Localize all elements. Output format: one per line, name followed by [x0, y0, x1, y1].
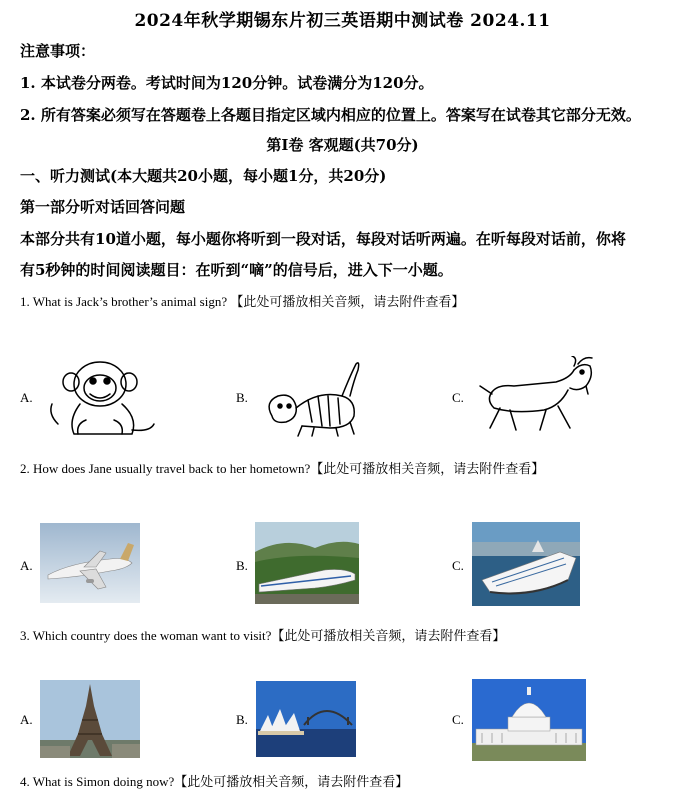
instructions-line-1: 本部分共有10道小题，每小题你将听到一段对话，每段对话听两遍。在听每段对话前，你将 [20, 230, 626, 248]
eiffel-tower-image [40, 680, 140, 758]
q2-option-c-label: C. [452, 558, 464, 573]
goat-image [474, 356, 598, 436]
high-speed-train-image [255, 522, 359, 604]
question-3-text: 3. Which country does the woman want to visit?【此处可播放相关音频，请去附件查看】 [20, 628, 506, 643]
q3-option-c-label: C. [452, 712, 464, 727]
tiger-image [258, 356, 368, 440]
q3-option-a-label: A. [20, 712, 33, 727]
monkey-image [38, 354, 162, 440]
q2-option-a-label: A. [20, 558, 33, 573]
cruise-ship-image [472, 522, 580, 606]
q2-option-b-label: B. [236, 558, 248, 573]
us-capitol-image [472, 679, 586, 761]
exam-title: 2024年秋学期锡东片初三英语期中测试卷 2024.11 [134, 11, 551, 31]
notes-heading: 注意事项： [20, 42, 96, 60]
question-4-text: 4. What is Simon doing now?【此处可播放相关音频，请去附件查看】 [20, 774, 409, 789]
q1-option-c-label: C. [452, 390, 464, 405]
notes-item-2: 2. 所有答案必须写在答题卷上各题目指定区域内相应的位置上。答案写在试卷其它部分无效。 [20, 106, 641, 124]
volume-title: 第I卷 客观题(共70分) [266, 136, 419, 154]
notes-item-1: 1. 本试卷分两卷。考试时间为120分钟。试卷满分为120分。 [20, 74, 434, 92]
question-1-text: 1. What is Jack’s brother’s animal sign? 【此处可播放相关音频，请去附件查看】 [20, 294, 465, 309]
q3-option-b-label: B. [236, 712, 248, 727]
question-2-text: 2. How does Jane usually travel back to her hometown?【此处可播放相关音频，请去附件查看】 [20, 461, 545, 476]
sydney-opera-house-image [256, 681, 356, 757]
q1-option-b-label: B. [236, 390, 248, 405]
q1-option-a-label: A. [20, 390, 33, 405]
instructions-line-2: 有5秒钟的时间阅读题目：在听到“嘀”的信号后，进入下一小题。 [20, 261, 453, 279]
airplane-image [40, 523, 140, 603]
section1-title: 一、听力测试(本大题共20小题，每小题1分，共20分) [20, 167, 387, 185]
part1-title: 第一部分听对话回答问题 [20, 198, 186, 216]
